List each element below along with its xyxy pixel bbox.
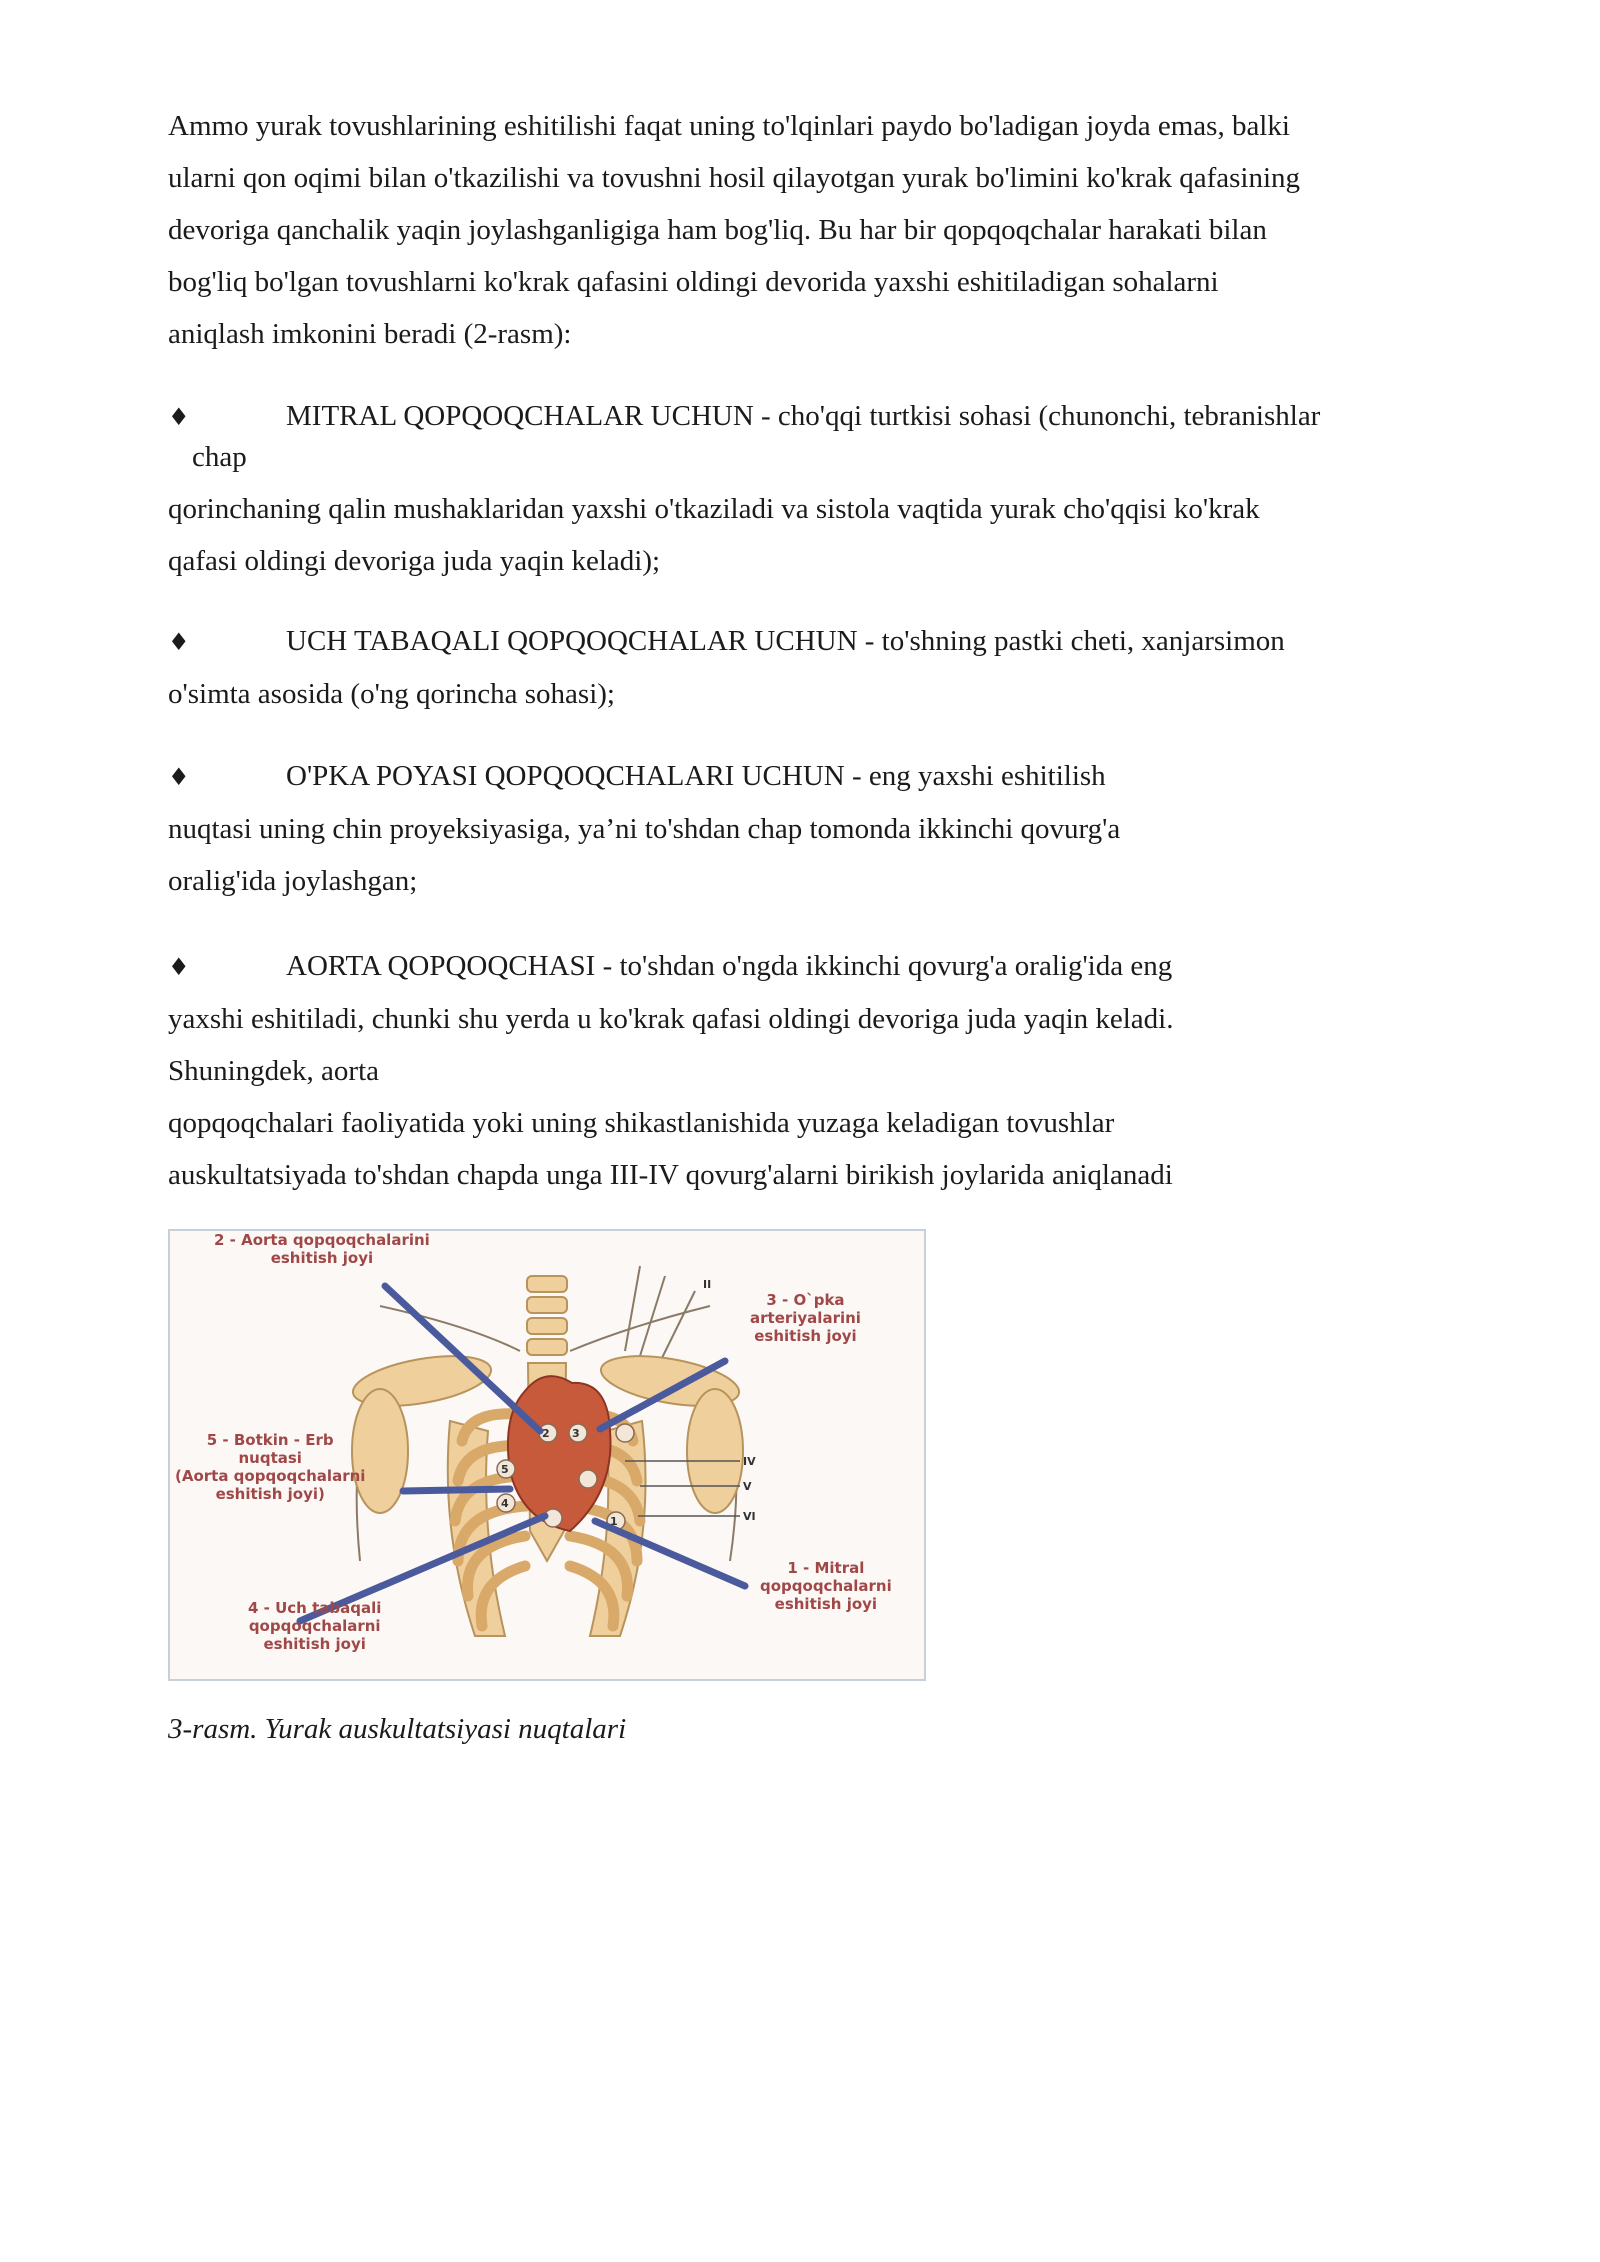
bullet-continuation: qafasi oldingi devoriga juda yaqin keladi); bbox=[168, 545, 661, 577]
bullet-heading: MITRAL QOPQOQCHALAR UCHUN - cho'qqi turtkisi sohasi (chunonchi, tebranishlar bbox=[286, 400, 1321, 432]
rib-mark: V bbox=[743, 1480, 752, 1493]
rib-mark: IV bbox=[743, 1455, 756, 1468]
paragraph-line: aniqlash imkonini beradi (2-rasm): bbox=[168, 318, 572, 350]
bullet-heading: AORTA QOPQOQCHASI - to'shdan o'ngda ikkinchi qovurg'a oralig'ida eng bbox=[286, 950, 1173, 982]
intro-paragraph bbox=[168, 100, 1430, 360]
rib-mark: II bbox=[703, 1278, 712, 1291]
diamond-bullet-icon: ♦ bbox=[168, 953, 190, 981]
bullet-heading: UCH TABAQALI QOPQOQCHALAR UCHUN - to'shning pastki cheti, xanjarsimon bbox=[286, 625, 1285, 657]
bullet-continuation: auskultatsiyada to'shdan chapda unga III-IV qovurg'alarni birikish joylarida aniqlanadi bbox=[168, 1159, 1173, 1191]
bullet-continuation: yaxshi eshitiladi, chunki shu yerda u ko'krak qafasi oldingi devoriga juda yaqin keladi. bbox=[168, 1003, 1174, 1035]
rib-mark: VI bbox=[743, 1510, 756, 1523]
point-number: 2 bbox=[542, 1427, 550, 1440]
figure-label-aorta: 2 - Aorta qopqoqchalarini eshitish joyi bbox=[214, 1231, 430, 1267]
bullet-item-mitral bbox=[168, 390, 1430, 587]
bullet-continuation: oralig'ida joylashgan; bbox=[168, 865, 418, 897]
bullet-continuation: nuqtasi uning chin proyeksiyasiga, ya’ni to'shdan chap tomonda ikkinchi qovurg'a bbox=[168, 813, 1121, 845]
paragraph-line: devoriga qanchalik yaqin joylashganligiga ham bog'liq. Bu har bir qopqoqchalar harakati bilan bbox=[168, 214, 1267, 246]
diamond-bullet-icon: ♦ bbox=[168, 628, 190, 656]
figure-label-botkin: 5 - Botkin - Erb nuqtasi (Aorta qopqoqchalarni eshitish joyi) bbox=[175, 1431, 366, 1503]
bullet-continuation: qorinchaning qalin mushaklaridan yaxshi o'tkaziladi va sistola vaqtida yurak cho'qqisi ko'krak bbox=[168, 493, 1260, 525]
point-number: 3 bbox=[572, 1427, 580, 1440]
bullet-item-pulmonary bbox=[168, 750, 1430, 907]
point-number: 1 bbox=[610, 1515, 618, 1528]
point-number: 5 bbox=[501, 1463, 509, 1476]
paragraph-line: ularni qon oqimi bilan o'tkazilishi va tovushni hosil qilayotgan yurak bo'limini ko'krak qafasining bbox=[168, 162, 1301, 194]
diamond-bullet-icon: ♦ bbox=[168, 403, 190, 431]
paragraph-line: Ammo yurak tovushlarining eshitilishi faqat uning to'lqinlari paydo bo'ladigan joyda emas, balki bbox=[168, 110, 1290, 142]
point-number: 4 bbox=[501, 1497, 509, 1510]
bullet-continuation: chap bbox=[192, 441, 247, 473]
bullet-heading: O'PKA POYASI QOPQOQCHALARI UCHUN - eng yaxshi eshitilish bbox=[286, 760, 1106, 792]
auscultation-figure bbox=[168, 1229, 926, 1681]
bullet-continuation: Shuningdek, aorta bbox=[168, 1055, 380, 1087]
bullet-continuation: o'simta asosida (o'ng qorincha sohasi); bbox=[168, 678, 615, 710]
figure-label-mitral: 1 - Mitral qopqoqchalarni eshitish joyi bbox=[760, 1559, 892, 1613]
figure-label-tricuspid: 4 - Uch tabaqali qopqoqchalarni eshitish joyi bbox=[248, 1599, 382, 1653]
bullet-item-tricuspid bbox=[168, 615, 1430, 720]
bullet-item-aorta bbox=[168, 940, 1430, 1201]
figure-caption: 3-rasm. Yurak auskultatsiyasi nuqtalari bbox=[168, 1713, 627, 1745]
paragraph-line: bog'liq bo'lgan tovushlarni ko'krak qafasini oldingi devorida yaxshi eshitiladigan sohalarni bbox=[168, 266, 1219, 298]
diamond-bullet-icon: ♦ bbox=[168, 763, 190, 791]
figure-label-pulmonary: 3 - O`pka arteriyalarini eshitish joyi bbox=[750, 1291, 861, 1345]
bullet-continuation: qopqoqchalari faoliyatida yoki uning shikastlanishida yuzaga keladigan tovushlar bbox=[168, 1107, 1115, 1139]
